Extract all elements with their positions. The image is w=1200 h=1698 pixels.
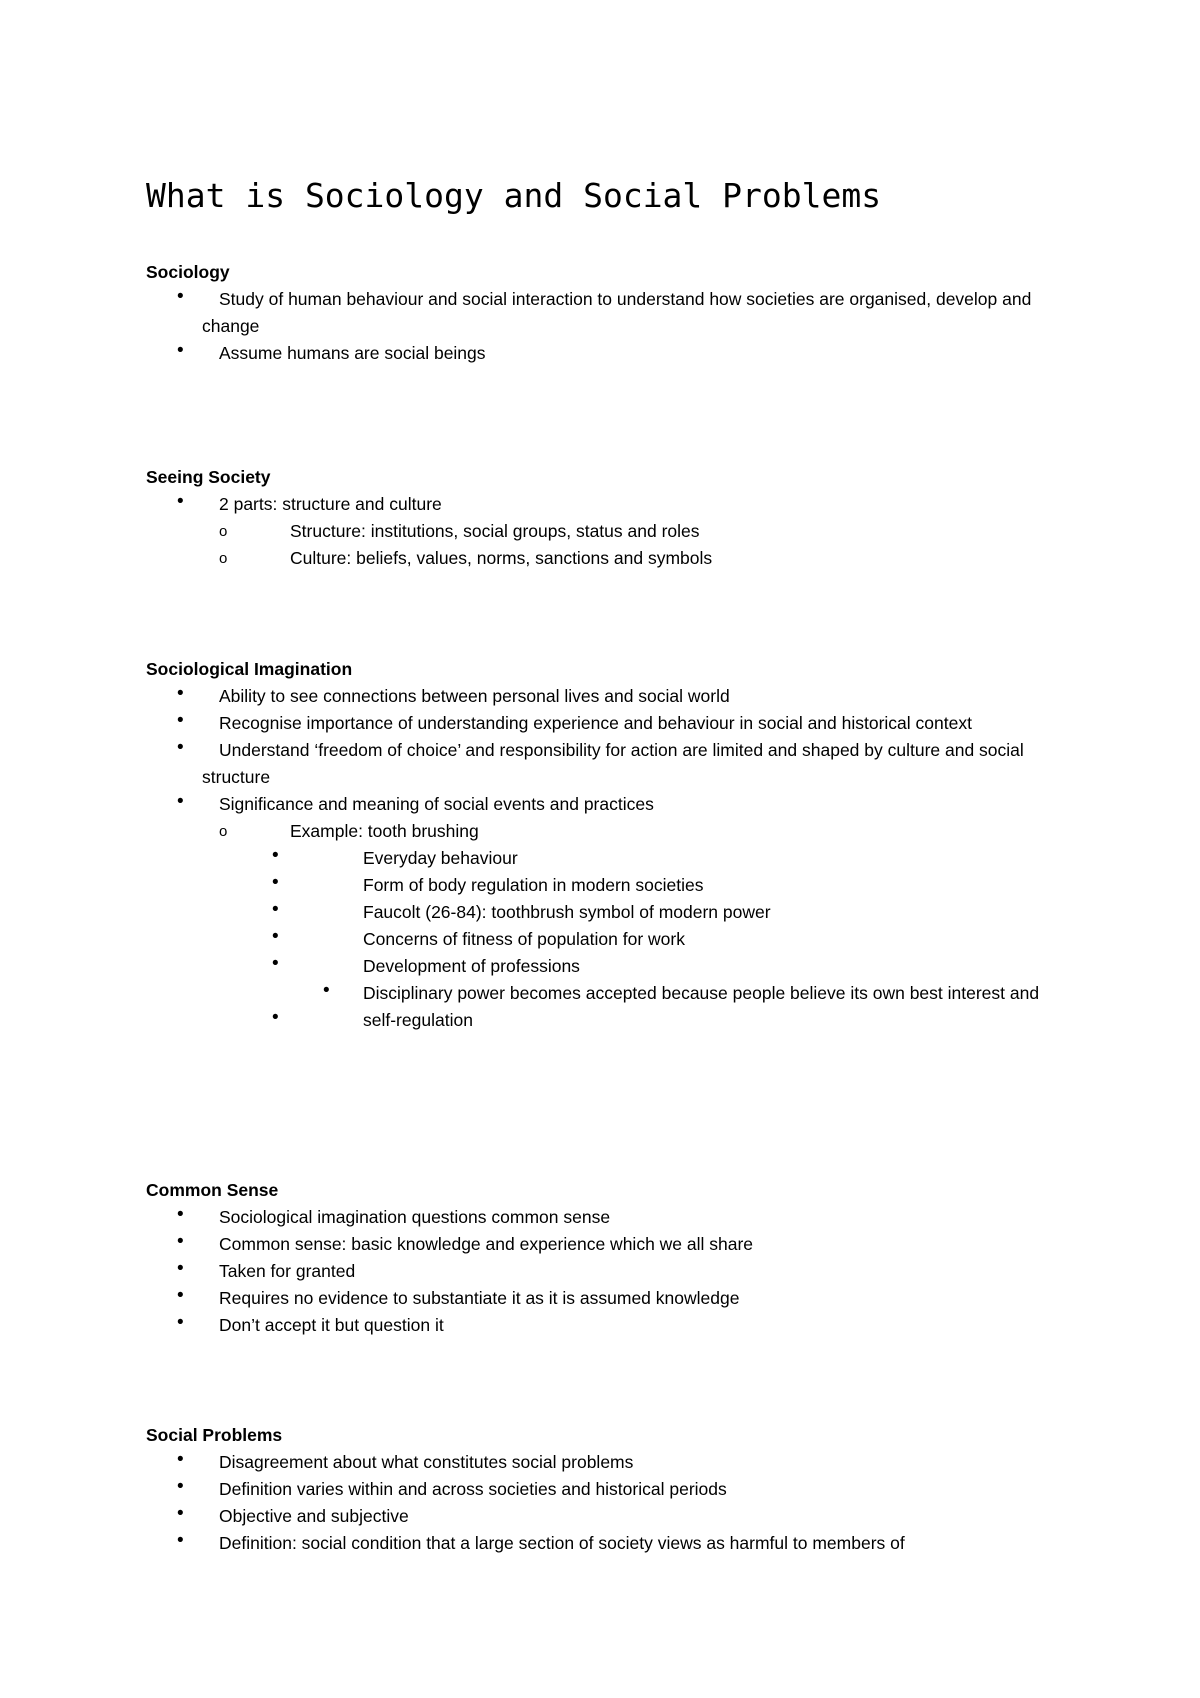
list-item <box>146 845 1076 872</box>
list-item-text: Recognise importance of understanding experience and behaviour in social and historical context <box>219 713 972 733</box>
list-item <box>146 1204 1076 1231</box>
section-social-problems <box>146 1422 1076 1557</box>
list-item <box>146 545 1076 572</box>
bullet-icon: • <box>272 926 279 947</box>
bullet-icon: • <box>272 1007 279 1028</box>
list-item-text: Sociological imagination questions common sense <box>219 1207 611 1227</box>
list-item <box>146 1231 1076 1258</box>
list-item-text: self-regulation <box>363 1010 473 1030</box>
bullet-icon: • <box>177 1231 184 1252</box>
list-item <box>146 872 1076 899</box>
bullet-icon: • <box>177 1204 184 1225</box>
list-item <box>146 1530 1076 1557</box>
bullet-icon: • <box>177 1258 184 1279</box>
list-item <box>146 1312 1076 1339</box>
list-item-text: Culture: beliefs, values, norms, sanctions and symbols <box>290 548 713 568</box>
list-item <box>146 1258 1076 1285</box>
list-item-text: Disagreement about what constitutes social problems <box>219 1452 634 1472</box>
bullet-icon: • <box>272 872 279 893</box>
list-item <box>146 818 1076 845</box>
bullet-icon: • <box>177 737 184 758</box>
list-item <box>146 899 1076 926</box>
list-item-text: Understand ‘freedom of choice’ and responsibility for action are limited and shaped by culture and social structure <box>202 740 1024 787</box>
list-item-text: Definition varies within and across societies and historical periods <box>219 1479 727 1499</box>
list-item <box>146 1449 1076 1476</box>
list-item-text: Requires no evidence to substantiate it as it is assumed knowledge <box>219 1288 740 1308</box>
list-item <box>146 491 1076 518</box>
list-item-text: Everyday behaviour <box>363 848 518 868</box>
list-item <box>146 340 1076 367</box>
bullet-icon: • <box>177 1312 184 1333</box>
list-item <box>146 791 1076 818</box>
list-item <box>146 1503 1076 1530</box>
bullet-icon: • <box>323 980 330 1001</box>
bullet-icon: • <box>177 1285 184 1306</box>
list-item <box>146 1007 1076 1034</box>
section-heading: Common Sense <box>146 1180 279 1200</box>
list-item-text: Definition: social condition that a large section of society views as harmful to members of <box>219 1533 905 1553</box>
list-item-text: Significance and meaning of social events and practices <box>219 794 654 814</box>
list-item <box>146 980 1076 1007</box>
list-item <box>146 1476 1076 1503</box>
list-item <box>146 926 1076 953</box>
section-heading: Social Problems <box>146 1425 283 1445</box>
bullet-icon: • <box>177 710 184 731</box>
list-item <box>146 737 1076 791</box>
bullet-icon: • <box>177 286 184 307</box>
section-heading: Sociological Imagination <box>146 659 353 679</box>
list-item <box>146 683 1076 710</box>
hollow-bullet-icon: o <box>219 823 228 840</box>
list-item <box>146 953 1076 980</box>
bullet-icon: • <box>177 683 184 704</box>
section-heading: Sociology <box>146 262 230 282</box>
list-item <box>146 518 1076 545</box>
section-seeing-society <box>146 464 1076 572</box>
list-item-text: Structure: institutions, social groups, status and roles <box>290 521 700 541</box>
section-sociology <box>146 259 1076 367</box>
section-common-sense <box>146 1177 1076 1339</box>
list-item-text: 2 parts: structure and culture <box>219 494 442 514</box>
hollow-bullet-icon: o <box>219 550 228 567</box>
page-title: What is Sociology and Social Problems <box>146 176 882 215</box>
bullet-icon: • <box>177 1449 184 1470</box>
list-item-text: Development of professions <box>363 956 580 976</box>
list-item-text: Form of body regulation in modern societies <box>363 875 704 895</box>
bullet-icon: • <box>177 1476 184 1497</box>
list-item <box>146 286 1076 340</box>
bullet-icon: • <box>272 953 279 974</box>
list-item-text: Example: tooth brushing <box>290 821 479 841</box>
list-item-text: Ability to see connections between personal lives and social world <box>219 686 730 706</box>
bullet-icon: • <box>177 1530 184 1551</box>
bullet-icon: • <box>177 1503 184 1524</box>
list-item-text: Concerns of fitness of population for work <box>363 929 685 949</box>
hollow-bullet-icon: o <box>219 523 228 540</box>
bullet-icon: • <box>272 899 279 920</box>
bullet-icon: • <box>177 340 184 361</box>
list-item-text: Faucolt (26-84): toothbrush symbol of modern power <box>363 902 771 922</box>
list-item-text: Common sense: basic knowledge and experience which we all share <box>219 1234 754 1254</box>
list-item-text: Disciplinary power becomes accepted because people believe its own best interest and <box>363 983 1040 1003</box>
list-item-text: Study of human behaviour and social interaction to understand how societies are organised, develop and change <box>202 289 1032 336</box>
list-item-text: Don’t accept it but question it <box>219 1315 444 1335</box>
list-item-text: Objective and subjective <box>219 1506 409 1526</box>
list-item <box>146 1285 1076 1312</box>
section-sociological-imagination <box>146 656 1076 1034</box>
list-item-text: Taken for granted <box>219 1261 356 1281</box>
bullet-icon: • <box>177 791 184 812</box>
section-heading: Seeing Society <box>146 467 271 487</box>
bullet-icon: • <box>272 845 279 866</box>
bullet-icon: • <box>177 491 184 512</box>
list-item <box>146 710 1076 737</box>
list-item-text: Assume humans are social beings <box>219 343 486 363</box>
